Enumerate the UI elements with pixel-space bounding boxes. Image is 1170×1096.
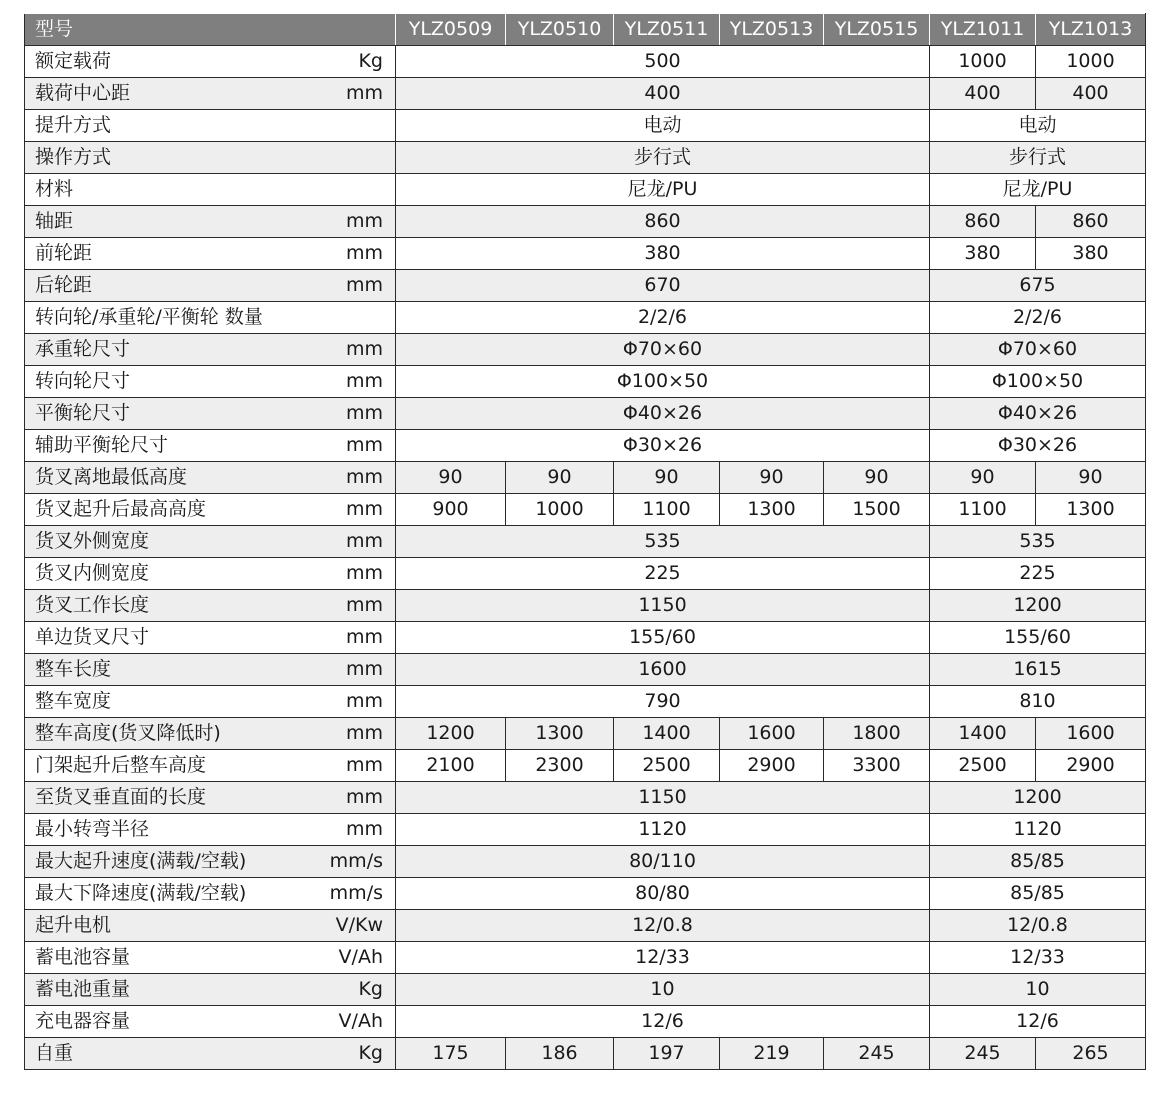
- spec-value-cell: 1400: [614, 718, 720, 750]
- spec-value-cell: 1500: [824, 494, 930, 526]
- spec-name-cell: [25, 622, 396, 654]
- spec-name-cell: [25, 846, 396, 878]
- spec-name-cell: [25, 334, 396, 366]
- spec-value-cell: 90: [1036, 462, 1146, 494]
- table-row: [25, 526, 1146, 558]
- table-row: [25, 622, 1146, 654]
- spec-name: 提升方式: [35, 114, 112, 136]
- table-row: [25, 878, 1146, 910]
- spec-value-cell: 1400: [930, 718, 1036, 750]
- spec-name-cell: [25, 142, 396, 174]
- spec-value-cell: 900: [396, 494, 506, 526]
- spec-value-cell: Φ40×26: [930, 398, 1146, 430]
- spec-unit: mm: [345, 722, 383, 744]
- table-row: [25, 974, 1146, 1006]
- spec-name-cell: [25, 430, 396, 462]
- spec-value-cell: 860: [396, 206, 930, 238]
- spec-value-cell: 3300: [824, 750, 930, 782]
- spec-name-cell: [25, 494, 396, 526]
- spec-value-cell: 1000: [930, 46, 1036, 78]
- spec-name: 货叉起升后最高高度: [35, 498, 207, 520]
- spec-name: 最小转弯半径: [35, 818, 150, 840]
- table-row: [25, 462, 1146, 494]
- spec-value-cell: 535: [930, 526, 1146, 558]
- spec-value-cell: 2/2/6: [396, 302, 930, 334]
- spec-name: 门架起升后整车高度: [35, 754, 207, 776]
- spec-value-cell: 500: [396, 46, 930, 78]
- model-label-header: 型号: [25, 14, 396, 46]
- spec-value-cell: Φ30×26: [396, 430, 930, 462]
- spec-value-cell: 1000: [506, 494, 614, 526]
- spec-value-cell: 186: [506, 1038, 614, 1070]
- spec-name: 蓄电池容量: [35, 946, 131, 968]
- table-row: [25, 430, 1146, 462]
- spec-name: 整车高度(货叉降低时): [35, 722, 221, 744]
- spec-name-cell: [25, 750, 396, 782]
- spec-name: 货叉离地最低高度: [35, 466, 188, 488]
- spec-name: 转向轮尺寸: [35, 370, 131, 392]
- table-row: [25, 46, 1146, 78]
- spec-name-cell: [25, 526, 396, 558]
- spec-name-cell: [25, 78, 396, 110]
- spec-value-cell: 400: [1036, 78, 1146, 110]
- spec-name: 操作方式: [35, 146, 112, 168]
- spec-unit: V/Ah: [338, 946, 383, 968]
- spec-unit: mm: [345, 530, 383, 552]
- spec-value-cell: 380: [1036, 238, 1146, 270]
- spec-value-cell: 675: [930, 270, 1146, 302]
- spec-value-cell: 225: [930, 558, 1146, 590]
- spec-value-cell: Φ40×26: [396, 398, 930, 430]
- table-row: [25, 718, 1146, 750]
- spec-value-cell: 1100: [614, 494, 720, 526]
- table-row: [25, 750, 1146, 782]
- spec-name-cell: [25, 942, 396, 974]
- spec-unit: mm: [345, 402, 383, 424]
- table-row: [25, 366, 1146, 398]
- spec-value-cell: 12/33: [930, 942, 1146, 974]
- spec-value-cell: 尼龙/PU: [930, 174, 1146, 206]
- spec-name-cell: [25, 654, 396, 686]
- spec-name-cell: [25, 814, 396, 846]
- spec-value-cell: 155/60: [930, 622, 1146, 654]
- spec-name: 额定载荷: [35, 50, 112, 72]
- spec-value-cell: 1600: [720, 718, 824, 750]
- spec-value-cell: 175: [396, 1038, 506, 1070]
- model-header: YLZ1013: [1036, 14, 1146, 46]
- spec-name-cell: [25, 878, 396, 910]
- spec-name: 承重轮尺寸: [35, 338, 131, 360]
- spec-value-cell: 90: [930, 462, 1036, 494]
- table-row: [25, 206, 1146, 238]
- spec-name-cell: [25, 558, 396, 590]
- spec-name: 货叉内侧宽度: [35, 562, 150, 584]
- spec-name-cell: [25, 590, 396, 622]
- spec-value-cell: 810: [930, 686, 1146, 718]
- spec-value-cell: 1615: [930, 654, 1146, 686]
- table-row: [25, 558, 1146, 590]
- spec-value-cell: 85/85: [930, 846, 1146, 878]
- spec-value-cell: 380: [396, 238, 930, 270]
- table-row: [25, 238, 1146, 270]
- spec-value-cell: 2100: [396, 750, 506, 782]
- spec-value-cell: 12/6: [396, 1006, 930, 1038]
- model-header: YLZ0511: [614, 14, 720, 46]
- spec-value-cell: 2500: [614, 750, 720, 782]
- spec-name-cell: [25, 782, 396, 814]
- spec-value-cell: 90: [396, 462, 506, 494]
- spec-unit: mm: [345, 754, 383, 776]
- spec-value-cell: 2900: [1036, 750, 1146, 782]
- spec-value-cell: Φ70×60: [396, 334, 930, 366]
- spec-value-cell: 860: [1036, 206, 1146, 238]
- spec-value-cell: 2300: [506, 750, 614, 782]
- spec-table: [24, 13, 1146, 1070]
- spec-name-cell: [25, 910, 396, 942]
- spec-name: 至货叉垂直面的长度: [35, 786, 207, 808]
- spec-unit: mm: [345, 818, 383, 840]
- spec-name-cell: [25, 1038, 396, 1070]
- spec-name: 最大下降速度(满载/空载): [35, 882, 247, 904]
- spec-unit: V/Kw: [335, 914, 383, 936]
- spec-value-cell: 1200: [930, 782, 1146, 814]
- spec-name: 前轮距: [35, 242, 93, 264]
- table-row: [25, 942, 1146, 974]
- spec-name-cell: [25, 238, 396, 270]
- spec-unit: V/Ah: [338, 1010, 383, 1032]
- spec-value-cell: 90: [614, 462, 720, 494]
- spec-unit: mm: [345, 434, 383, 456]
- spec-name: 载荷中心距: [35, 82, 131, 104]
- spec-unit: Kg: [358, 1042, 383, 1064]
- table-row: [25, 654, 1146, 686]
- spec-name-cell: [25, 686, 396, 718]
- spec-unit: mm: [345, 370, 383, 392]
- spec-unit: mm: [345, 466, 383, 488]
- spec-value-cell: 1300: [1036, 494, 1146, 526]
- spec-name-cell: [25, 974, 396, 1006]
- spec-name: 充电器容量: [35, 1010, 131, 1032]
- spec-value-cell: 245: [824, 1038, 930, 1070]
- spec-value-cell: 12/33: [396, 942, 930, 974]
- spec-value-cell: 380: [930, 238, 1036, 270]
- header-row: [25, 14, 1146, 46]
- spec-unit: mm: [345, 626, 383, 648]
- table-row: [25, 302, 1146, 334]
- spec-value-cell: 电动: [396, 110, 930, 142]
- spec-unit: mm: [345, 594, 383, 616]
- spec-value-cell: 10: [930, 974, 1146, 1006]
- table-row: [25, 1006, 1146, 1038]
- spec-name-cell: [25, 110, 396, 142]
- spec-name: 整车长度: [35, 658, 112, 680]
- spec-name-cell: [25, 398, 396, 430]
- spec-name: 转向轮/承重轮/平衡轮 数量: [35, 306, 263, 328]
- model-header: YLZ1011: [930, 14, 1036, 46]
- spec-name-cell: [25, 174, 396, 206]
- spec-name-cell: [25, 206, 396, 238]
- spec-name: 辅助平衡轮尺寸: [35, 434, 169, 456]
- spec-name-cell: [25, 718, 396, 750]
- spec-unit: mm: [345, 562, 383, 584]
- spec-unit: Kg: [358, 50, 383, 72]
- model-header: YLZ0510: [506, 14, 614, 46]
- spec-value-cell: 400: [396, 78, 930, 110]
- spec-unit: Kg: [358, 978, 383, 1000]
- model-header: YLZ0515: [824, 14, 930, 46]
- spec-name: 自重: [35, 1042, 74, 1064]
- spec-value-cell: 245: [930, 1038, 1036, 1070]
- spec-value-cell: 219: [720, 1038, 824, 1070]
- spec-value-cell: 电动: [930, 110, 1146, 142]
- spec-name-cell: [25, 366, 396, 398]
- spec-name: 起升电机: [35, 914, 112, 936]
- spec-name: 单边货叉尺寸: [35, 626, 150, 648]
- spec-value-cell: 步行式: [930, 142, 1146, 174]
- spec-unit: mm: [345, 658, 383, 680]
- spec-value-cell: 步行式: [396, 142, 930, 174]
- spec-value-cell: 265: [1036, 1038, 1146, 1070]
- spec-value-cell: 535: [396, 526, 930, 558]
- spec-name: 整车宽度: [35, 690, 112, 712]
- spec-name: 材料: [35, 178, 74, 200]
- table-row: [25, 1038, 1146, 1070]
- spec-value-cell: 90: [506, 462, 614, 494]
- spec-value-cell: 1120: [396, 814, 930, 846]
- spec-value-cell: 90: [720, 462, 824, 494]
- spec-name: 后轮距: [35, 274, 93, 296]
- spec-name-cell: [25, 270, 396, 302]
- model-header: YLZ0513: [720, 14, 824, 46]
- spec-value-cell: Φ70×60: [930, 334, 1146, 366]
- spec-unit: mm: [345, 274, 383, 296]
- table-row: [25, 590, 1146, 622]
- spec-value-cell: 1600: [1036, 718, 1146, 750]
- spec-value-cell: 尼龙/PU: [396, 174, 930, 206]
- spec-unit: mm: [345, 82, 383, 104]
- spec-value-cell: 1000: [1036, 46, 1146, 78]
- spec-value-cell: Φ100×50: [396, 366, 930, 398]
- table-row: [25, 494, 1146, 526]
- spec-value-cell: 1200: [396, 718, 506, 750]
- spec-unit: mm/s: [329, 882, 383, 904]
- spec-value-cell: 10: [396, 974, 930, 1006]
- spec-value-cell: 860: [930, 206, 1036, 238]
- spec-value-cell: 12/6: [930, 1006, 1146, 1038]
- table-row: [25, 142, 1146, 174]
- spec-value-cell: 1120: [930, 814, 1146, 846]
- spec-value-cell: 1150: [396, 590, 930, 622]
- table-row: [25, 846, 1146, 878]
- spec-value-cell: 85/85: [930, 878, 1146, 910]
- table-row: [25, 910, 1146, 942]
- table-row: [25, 174, 1146, 206]
- spec-value-cell: 90: [824, 462, 930, 494]
- table-row: [25, 814, 1146, 846]
- spec-value-cell: 2/2/6: [930, 302, 1146, 334]
- spec-value-cell: 1600: [396, 654, 930, 686]
- spec-value-cell: 225: [396, 558, 930, 590]
- spec-value-cell: 2500: [930, 750, 1036, 782]
- model-header: YLZ0509: [396, 14, 506, 46]
- spec-unit: mm/s: [329, 850, 383, 872]
- spec-unit: mm: [345, 338, 383, 360]
- spec-value-cell: 197: [614, 1038, 720, 1070]
- spec-name-cell: [25, 462, 396, 494]
- spec-value-cell: 155/60: [396, 622, 930, 654]
- spec-value-cell: 1800: [824, 718, 930, 750]
- spec-value-cell: 670: [396, 270, 930, 302]
- spec-value-cell: 12/0.8: [930, 910, 1146, 942]
- spec-unit: mm: [345, 242, 383, 264]
- spec-value-cell: 400: [930, 78, 1036, 110]
- spec-name: 蓄电池重量: [35, 978, 131, 1000]
- spec-value-cell: 1300: [720, 494, 824, 526]
- spec-unit: mm: [345, 498, 383, 520]
- spec-table-body: [25, 46, 1146, 1070]
- spec-value-cell: Φ30×26: [930, 430, 1146, 462]
- spec-name-cell: [25, 46, 396, 78]
- spec-name: 货叉外侧宽度: [35, 530, 150, 552]
- spec-value-cell: 1200: [930, 590, 1146, 622]
- spec-value-cell: 1150: [396, 782, 930, 814]
- spec-name: 货叉工作长度: [35, 594, 150, 616]
- spec-name-cell: [25, 302, 396, 334]
- spec-value-cell: 80/110: [396, 846, 930, 878]
- spec-value-cell: 80/80: [396, 878, 930, 910]
- table-row: [25, 334, 1146, 366]
- spec-name: 轴距: [35, 210, 74, 232]
- table-row: [25, 686, 1146, 718]
- spec-value-cell: 1100: [930, 494, 1036, 526]
- table-row: [25, 110, 1146, 142]
- spec-value-cell: 2900: [720, 750, 824, 782]
- spec-name: 平衡轮尺寸: [35, 402, 131, 424]
- spec-value-cell: 12/0.8: [396, 910, 930, 942]
- spec-name-cell: [25, 1006, 396, 1038]
- spec-value-cell: 790: [396, 686, 930, 718]
- table-row: [25, 782, 1146, 814]
- spec-value-cell: Φ100×50: [930, 366, 1146, 398]
- table-row: [25, 398, 1146, 430]
- spec-unit: mm: [345, 210, 383, 232]
- spec-value-cell: 1300: [506, 718, 614, 750]
- table-row: [25, 270, 1146, 302]
- spec-unit: mm: [345, 786, 383, 808]
- table-row: [25, 78, 1146, 110]
- spec-name: 最大起升速度(满载/空载): [35, 850, 247, 872]
- spec-unit: mm: [345, 690, 383, 712]
